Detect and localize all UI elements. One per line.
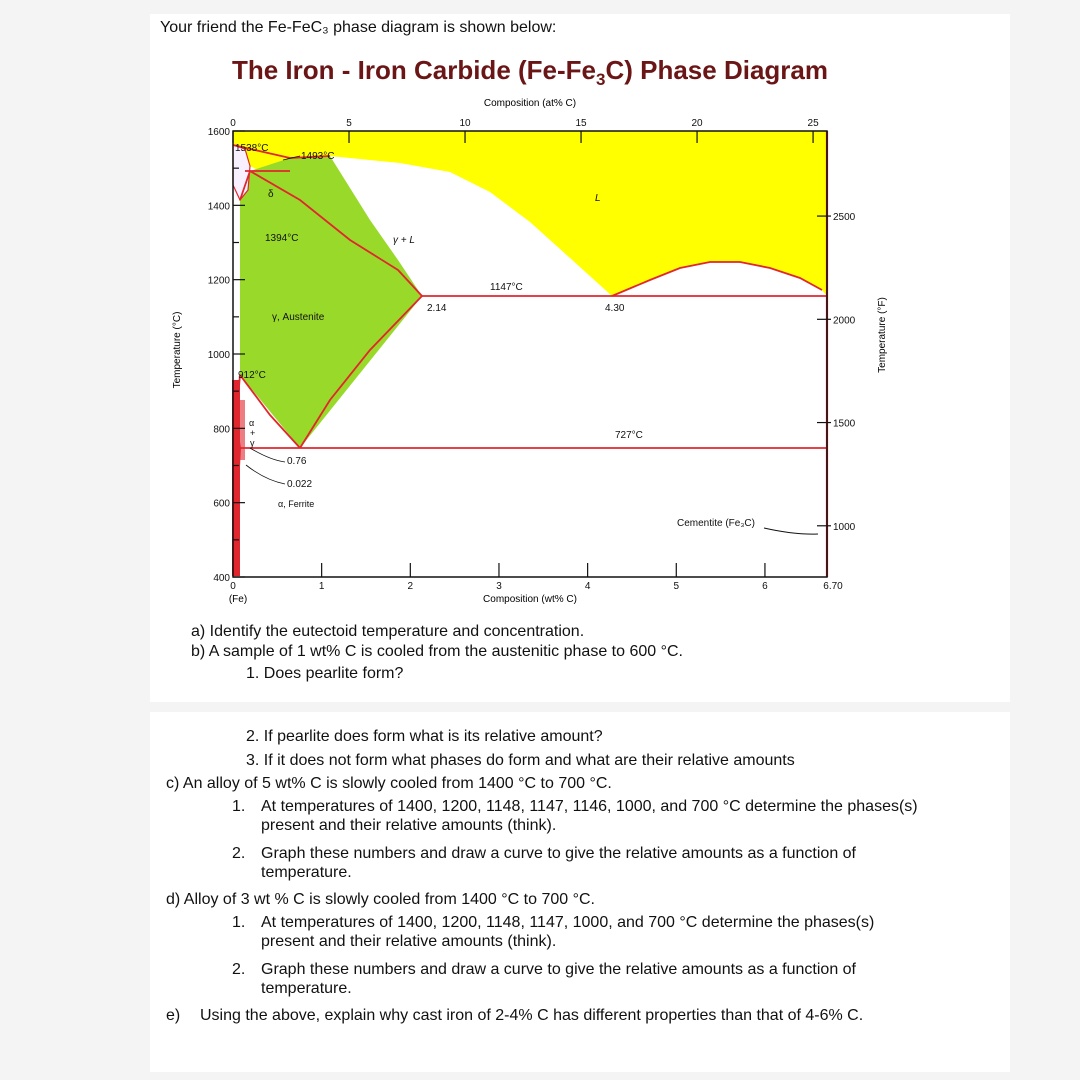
label-delta: δ [268, 189, 274, 200]
at-tick-label: 20 [691, 118, 703, 129]
title-end: C) Phase Diagram [605, 55, 828, 85]
label-1493: 1493°C [301, 151, 335, 162]
label-727: 727°C [615, 430, 643, 441]
wt-tick-label: 3 [496, 581, 502, 592]
label-liquid: L [595, 193, 601, 204]
at-tick-label: 10 [459, 118, 471, 129]
label-alpha-small: α [249, 418, 255, 428]
question-d2: Graph these numbers and draw a curve to give the relative amounts as a function of temperature. [261, 961, 856, 997]
question-d1: At temperatures of 1400, 1200, 1148, 1147, 1000, and 700 °C determine the phases(s) present and their relative amounts (think). [261, 914, 875, 950]
top-axis-label: Composition (at% C) [483, 98, 577, 109]
label-430: 4.30 [605, 303, 625, 314]
question-c: c) An alloy of 5 wt% C is slowly cooled from 1400 °C to 700 °C. [166, 775, 612, 792]
celsius-tick-label: 800 [213, 424, 230, 436]
label-1394: 1394°C [265, 233, 299, 244]
question-c2: Graph these numbers and draw a curve to give the relative amounts as a function of temperature. [261, 845, 856, 881]
at-tick-label: 5 [346, 118, 352, 129]
label-cementite: Cementite (Fe₃C) [677, 518, 755, 529]
fahrenheit-tick-label: 2500 [833, 212, 856, 224]
wt-tick-label: 4 [584, 581, 591, 592]
celsius-tick-label: 600 [213, 498, 230, 510]
question-b1: 1. Does pearlite form? [246, 665, 404, 682]
celsius-tick-label: 1400 [207, 201, 230, 213]
celsius-tick-label: 400 [213, 573, 230, 584]
celsius-tick-label: 1600 [207, 127, 230, 138]
left-axis-label: Temperature (°C) [172, 311, 183, 389]
title-main: The Iron - Iron Carbide (Fe-Fe [231, 55, 596, 85]
question-d1-number: 1. [232, 914, 246, 931]
question-e: Using the above, explain why cast iron of 2-4% C has different properties than that of 4-6% C. [200, 1007, 864, 1024]
question-d2-number: 2. [232, 961, 246, 978]
label-gamma-l: γ + L [393, 235, 415, 246]
question-c1: At temperatures of 1400, 1200, 1148, 1147, 1146, 1000, and 700 °C determine the phases(s) present and their relative amounts (think). [261, 798, 918, 834]
label-ferrite: α, Ferrite [278, 499, 315, 509]
question-e-letter: e) [166, 1007, 181, 1024]
question-c2-number: 2. [232, 845, 246, 862]
question-c1-number: 1. [232, 798, 246, 815]
label-0022: 0.022 [287, 479, 313, 490]
wt-tick-label: 0 [230, 581, 236, 592]
fahrenheit-tick-label: 1500 [833, 418, 856, 430]
at-tick-label: 25 [807, 118, 819, 129]
celsius-tick-label: 1200 [207, 275, 230, 287]
question-a: a) Identify the eutectoid temperature and concentration. [191, 623, 585, 640]
title-subscript: 3 [596, 70, 606, 90]
bottom-axis-label: Composition (wt% C) [483, 594, 577, 605]
fahrenheit-tick-label: 2000 [833, 315, 856, 327]
label-1147: 1147°C [490, 282, 523, 293]
label-214: 2.14 [427, 303, 447, 314]
label-076: 0.76 [287, 456, 307, 467]
at-tick-label: 15 [575, 118, 587, 129]
fe-label: (Fe) [228, 594, 248, 605]
question-d: d) Alloy of 3 wt % C is slowly cooled from 1400 °C to 700 °C. [166, 891, 595, 908]
intro-text: Your friend the Fe-FeC₃ phase diagram is shown below: [160, 19, 557, 36]
question-b2: 2. If pearlite does form what is its relative amount? [246, 728, 603, 745]
ferrite-zone [232, 380, 245, 576]
question-b3: 3. If it does not form what phases do form and what are their relative amounts [246, 752, 795, 769]
wt-tick-label: 1 [318, 581, 325, 592]
celsius-tick-label: 1000 [207, 350, 230, 361]
fahrenheit-tick-label: 1000 [833, 521, 856, 533]
label-austenite: γ, Austenite [272, 312, 325, 323]
wt-tick-label: 2 [407, 581, 414, 592]
ferrite-band-2 [240, 400, 245, 460]
question-b: b) A sample of 1 wt% C is cooled from the austenitic phase to 600 °C. [191, 643, 683, 660]
wt-tick-label: 5 [673, 581, 680, 592]
right-axis-label: Temperature (°F) [877, 297, 888, 373]
label-gamma-small: γ [250, 438, 255, 448]
at-tick-label: 0 [230, 118, 236, 129]
label-1538: 1538°C [235, 143, 269, 154]
label-912: 912°C [238, 370, 266, 381]
wt-tick-label: 6 [762, 581, 768, 592]
label-plus: + [250, 428, 256, 438]
wt-tick-label: 6.70 [823, 581, 843, 592]
